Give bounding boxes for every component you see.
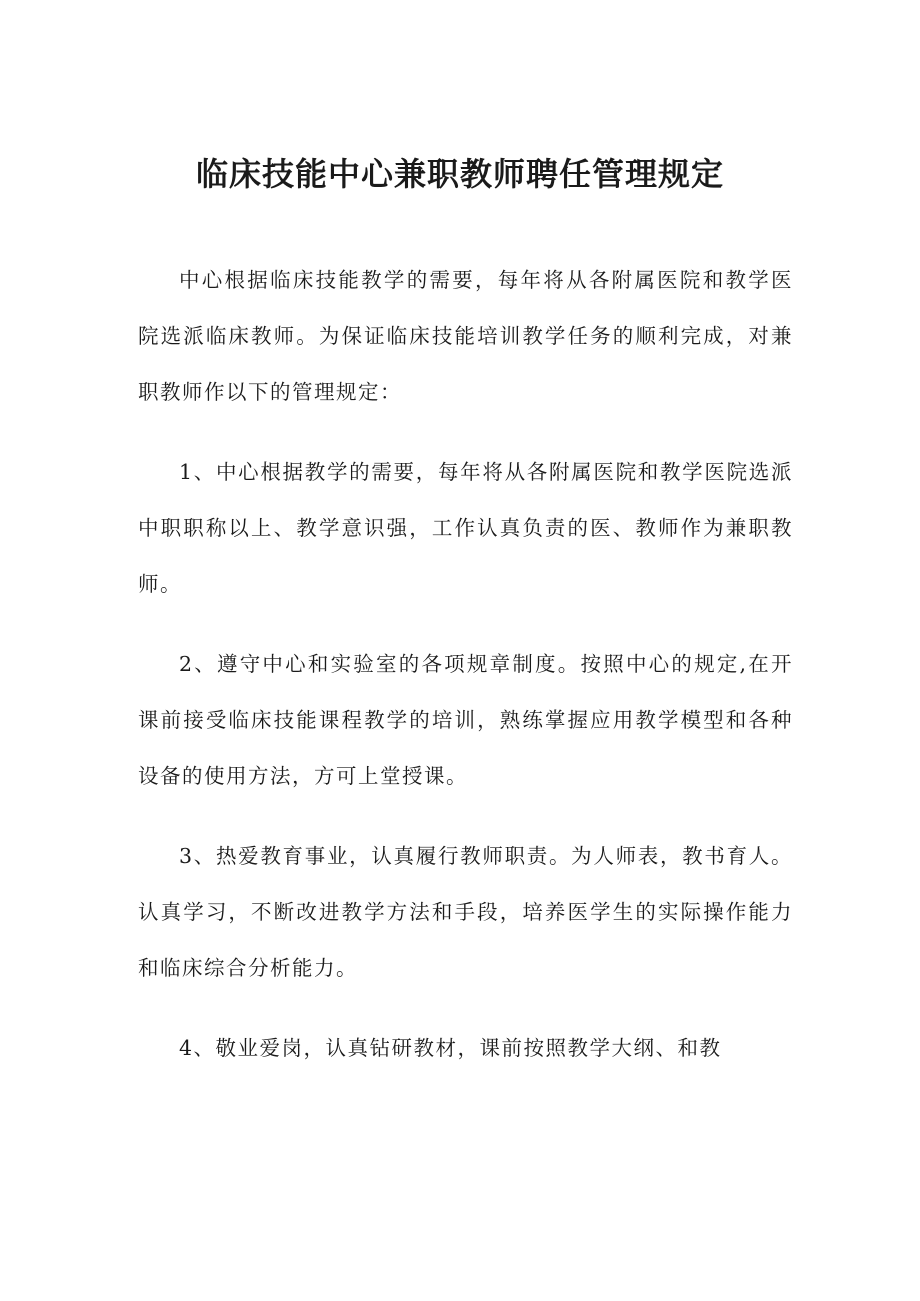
paragraph-item-4: 4、敬业爱岗，认真钻研教材，课前按照教学大纲、和教 [179, 1036, 722, 1060]
document-title: 临床技能中心兼职教师聘任管理规定 [195, 155, 724, 193]
paragraph-intro: 中心根据临床技能教学的需要，每年将从各附属医院和教学医院选派临床教师。为保证临床技能培训教学任务的顺利完成，对兼职教师作以下的管理规定： [138, 268, 793, 404]
paragraph-item-3: 3、热爱教育事业，认真履行教师职责。为人师表，教书育人。认真学习，不断改进教学方法和手段，培养医学生的实际操作能力和临床综合分析能力。 [138, 844, 793, 980]
paragraph-item-2: 2、遵守中心和实验室的各项规章制度。按照中心的规定,在开课前接受临床技能课程教学的培训，熟练掌握应用教学模型和各种设备的使用方法，方可上堂授课。 [138, 652, 793, 788]
document-body [138, 252, 793, 1100]
paragraph-item-1: 1、中心根据教学的需要，每年将从各附属医院和教学医院选派中职职称以上、教学意识强，工作认真负责的医、教师作为兼职教师。 [138, 460, 793, 596]
